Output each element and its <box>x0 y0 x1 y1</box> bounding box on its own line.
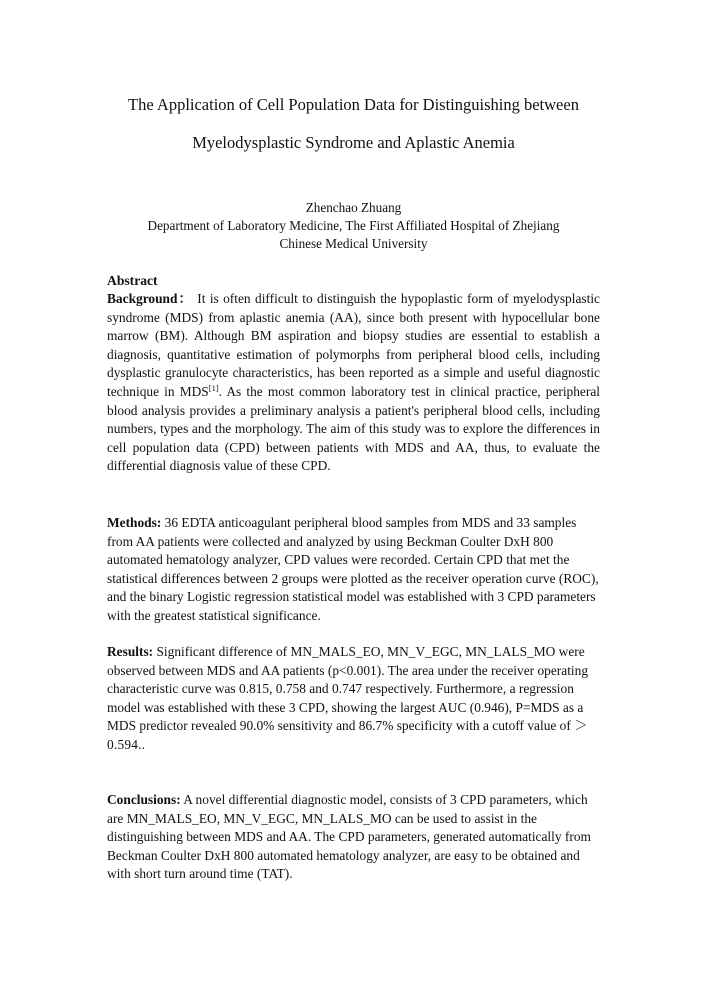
conclusions-text: A novel differential diagnostic model, consists of 3 CPD parameters, which are MN_MALS_EO, MN_V_EGC, MN_LALS_MO can be used to assist in the distinguishing between MDS and AA. The CPD parameters, generated automatically from Beckman Coulter DxH 800 automated hematology analyzer, are easy to be obtained and with short turn around time (TAT). <box>107 792 591 882</box>
results-label: Results: <box>107 644 154 659</box>
conclusions-label: Conclusions: <box>107 792 181 807</box>
conclusions-paragraph <box>107 791 600 884</box>
title-line-1: The Application of Cell Population Data for Distinguishing between <box>128 95 579 114</box>
background-paragraph <box>107 290 600 476</box>
abstract-heading: Abstract <box>107 273 158 288</box>
affiliation-line-2: Chinese Medical University <box>279 236 428 251</box>
background-text: It is often difficult to distinguish the hypoplastic form of myelodysplastic syndrome (MDS) from aplastic anemia (AA), since both present with hypocellular bone marrow (BM). Although BM aspiration and biopsy studies are essential to establish a diagnosis, quantitative estimation of polymorphs from peripheral blood cells, including dysplastic granulocyte characteristics, has been reported as a simple and useful diagnostic technique in MDS <box>107 291 600 399</box>
results-paragraph <box>107 643 600 755</box>
affiliation-line-1: Department of Laboratory Medicine, The First Affiliated Hospital of Zhejiang <box>147 218 560 233</box>
background-text-continued: . As the most common laboratory test in clinical practice, peripheral blood analysis provides a preliminary analysis a patient's peripheral blood cells, including numbers, types and the morphology. The aim of this study was to explore the differences in cell population data (CPD) between patients with MDS and AA, thus, to evaluate the differential diagnosis value of these CPD. <box>107 383 601 474</box>
methods-text: 36 EDTA anticoagulant peripheral blood samples from MDS and 33 samples from AA patients were collected and analyzed by using Beckman Coulter DxH 800 automated hematology analyzer, CPD values were recorded. Certain CPD that met the statistical differences between 2 groups were plotted as the receiver operation curve (ROC), and the binary Logistic regression statistical model was established with 3 CPD parameters with the greatest statistical significance. <box>107 515 599 623</box>
cutoff-value: ＞0.594.. <box>107 718 588 752</box>
citation-ref[interactable]: [1] <box>208 382 219 393</box>
methods-paragraph <box>107 514 600 626</box>
title-line-2: Myelodysplastic Syndrome and Aplastic Anemia <box>192 133 515 152</box>
results-text: Significant difference of MN_MALS_EO, MN_V_EGC, MN_LALS_MO were observed between MDS and AA patients (p<0.001). The area under the receiver operating characteristic curve was 0.815, 0.758 and 0.747 respectively. Furthermore, a regression model was established with these 3 CPD, showing the largest AUC (0.946), P=MDS as a MDS predictor revealed 90.0% sensitivity and 86.7% specificity with a cutoff value of <box>107 644 589 734</box>
methods-label: Methods: <box>107 515 162 530</box>
background-label: Background： <box>107 291 193 306</box>
author-name: Zhenchao Zhuang <box>305 200 402 215</box>
